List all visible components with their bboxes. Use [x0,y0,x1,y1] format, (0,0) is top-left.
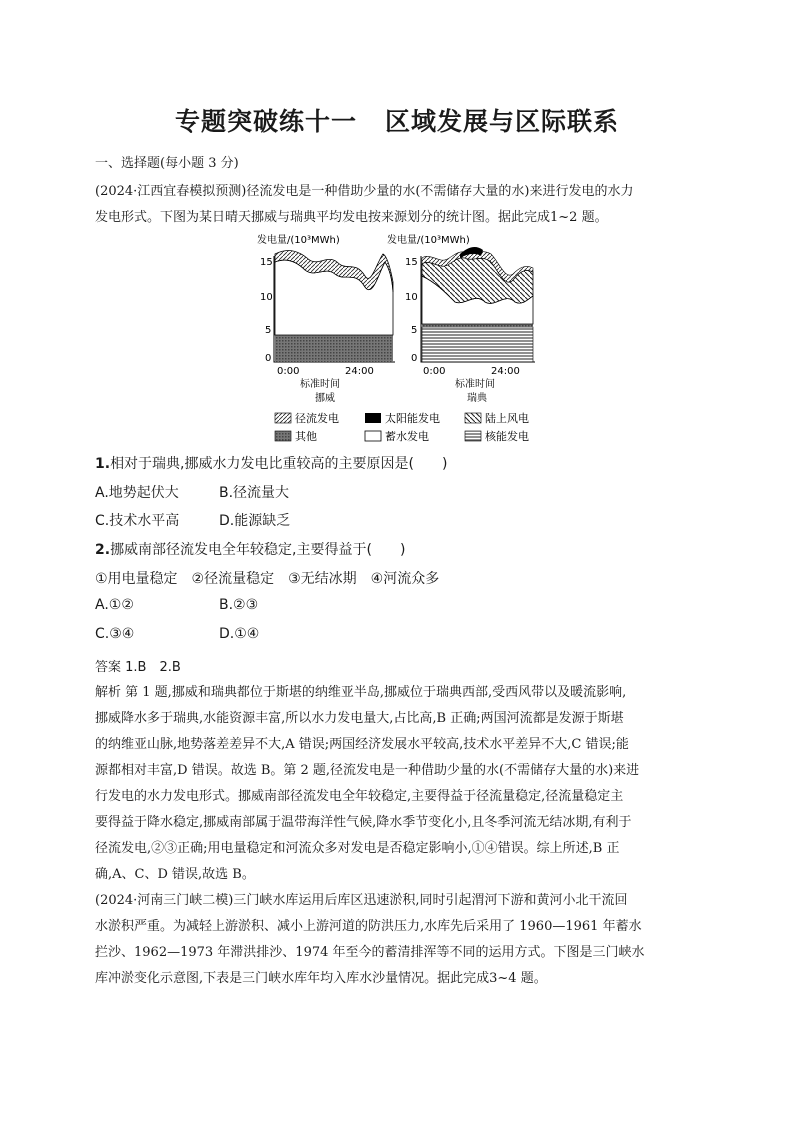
legend-wind: 陆上风电 [485,412,529,425]
sweden-chart [387,233,535,404]
page-title [0,102,794,138]
intro2-line-2: 水淤积严重。为减轻上游淤积、减小上游河道的防洪压力,水库先后采用了 1960—1961 年蓄水 [95,919,642,934]
norway-ytick-15: 15 [260,257,273,268]
sweden-xtick-start: 0:00 [423,366,446,377]
norway-ytick-0: 0 [265,353,272,364]
title-main: 专题突破练十一 [174,107,357,136]
sweden-ylabel: 发电量/(10³MWh) [387,235,470,246]
question-1 [95,453,700,473]
question-1-stem: 相对于瑞典,挪威水力发电比重较高的主要原因是( ) [110,456,448,472]
q2-option-c[interactable]: C.③④ [95,626,135,642]
q2-option-b[interactable]: B.②③ [219,597,259,613]
sweden-country: 瑞典 [467,393,487,404]
explanation-line-3: 的纳维亚山脉,地势落差差异不大,A 错误;两国经济发展水平较高,技术水平差异不大,C 错误;能 [95,737,629,752]
sweden-ytick-0: 0 [411,353,418,364]
legend-swatch-runofriver [275,413,291,423]
norway-other-area [275,335,393,362]
sweden-xtick-end: 24:00 [491,366,520,377]
intro2-line-1: (2024·河南三门峡二模)三门峡水库运用后库区迅速淤积,同时引起渭河下游和黄河小北干流回 [95,893,628,908]
question-1-number: 1. [95,456,111,472]
norway-xlabel: 标准时间 [300,379,340,390]
q1-option-d[interactable]: D.能源缺乏 [219,513,291,529]
legend-swatch-solar [365,413,381,423]
sweden-ytick-10: 10 [405,292,418,303]
legend-other: 其他 [295,430,317,443]
explanation-line-8: 确,A、C、D 错误,故选 B。 [95,867,255,882]
question-2-items: ①用电量稳定 ②径流量稳定 ③无结冰期 ④河流众多 [95,571,440,587]
section-heading: 一、选择题(每小题 3 分) [95,156,239,171]
legend-swatch-nuclear [465,431,481,441]
intro2-line-4: 库冲淤变化示意图,下表是三门峡水库年均入库水沙量情况。据此完成3~4 题。 [95,971,547,986]
explanation-text-1: 第 1 题,挪威和瑞典都位于斯堪的纳维亚半岛,挪威位于瑞典西部,受西风带以及暖流影响, [121,685,627,700]
explanation-line-2: 挪威降水多于瑞典,水能资源丰富,所以水力发电量大,占比高,B 正确;两国河流都是发源于斯堪 [95,711,624,726]
norway-country: 挪威 [315,393,335,404]
q2-option-d[interactable]: D.①④ [219,626,260,642]
sweden-other-area [422,324,533,327]
explanation-line-6: 要得益于降水稳定,挪威南部属于温带海洋性气候,降水季节变化小,且冬季河流无结冰期,有利于 [95,815,632,830]
power-generation-figure [255,232,545,450]
question-2 [95,539,700,559]
explanation-line-1 [95,680,700,706]
title-sub: 区域发展与区际联系 [385,107,620,136]
legend-swatch-storage [365,431,381,441]
intro1-line2: 发电形式。下图为某日晴天挪威与瑞典平均发电按来源划分的统计图。据此完成1~2 题。 [95,210,608,225]
norway-xtick-end: 24:00 [345,366,374,377]
norway-ytick-10: 10 [260,292,273,303]
norway-ytick-5: 5 [265,325,272,336]
explanation-label: 解析 [95,685,122,700]
explanation [95,680,700,888]
sweden-nuclear-area [422,327,533,362]
intro2-line-3: 拦沙、1962—1973 年滞洪排沙、1974 年至今的蓄清排浑等不同的运用方式。下图是三门峡水 [95,945,645,960]
legend-swatch-other [275,431,291,441]
q2-option-a[interactable]: A.①② [95,597,134,613]
norway-ylabel: 发电量/(10³MWh) [257,235,340,246]
legend-storage: 蓄水发电 [385,430,429,443]
sweden-ytick-5: 5 [411,325,418,336]
question-2-number: 2. [95,542,111,558]
legend-swatch-wind [465,413,481,423]
q1-option-a[interactable]: A.地势起伏大 [95,485,179,501]
answer-line: 答案 1.B 2.B [95,660,181,675]
intro2 [95,888,700,992]
intro1-line1: (2024·江西宜春模拟预测)径流发电是一种借助少量的水(不需储存大量的水)来进行发电的水力 [95,184,634,199]
sweden-ytick-15: 15 [405,257,418,268]
legend-runofriver: 径流发电 [295,412,339,425]
norway-chart [257,233,395,404]
legend-solar: 太阳能发电 [385,412,440,425]
question-2-stem: 挪威南部径流发电全年较稳定,主要得益于( ) [110,542,406,558]
q1-option-c[interactable]: C.技术水平高 [95,513,180,529]
figure-legend [275,411,529,443]
q1-option-b[interactable]: B.径流量大 [219,485,290,501]
sweden-xlabel: 标准时间 [455,379,495,390]
explanation-line-5: 行发电的水力发电形式。挪威南部径流发电全年较稳定,主要得益于径流量稳定,径流量稳定主 [95,789,624,804]
explanation-line-7: 径流发电,②③正确;用电量稳定和河流众多对发电是否稳定影响小,①④错误。综上所述,B 正 [95,841,620,856]
explanation-line-4: 源都相对丰富,D 错误。故选 B。第 2 题,径流发电是一种借助少量的水(不需储存大量的水)来进 [95,763,640,778]
norway-xtick-start: 0:00 [277,366,300,377]
legend-nuclear: 核能发电 [485,430,529,443]
